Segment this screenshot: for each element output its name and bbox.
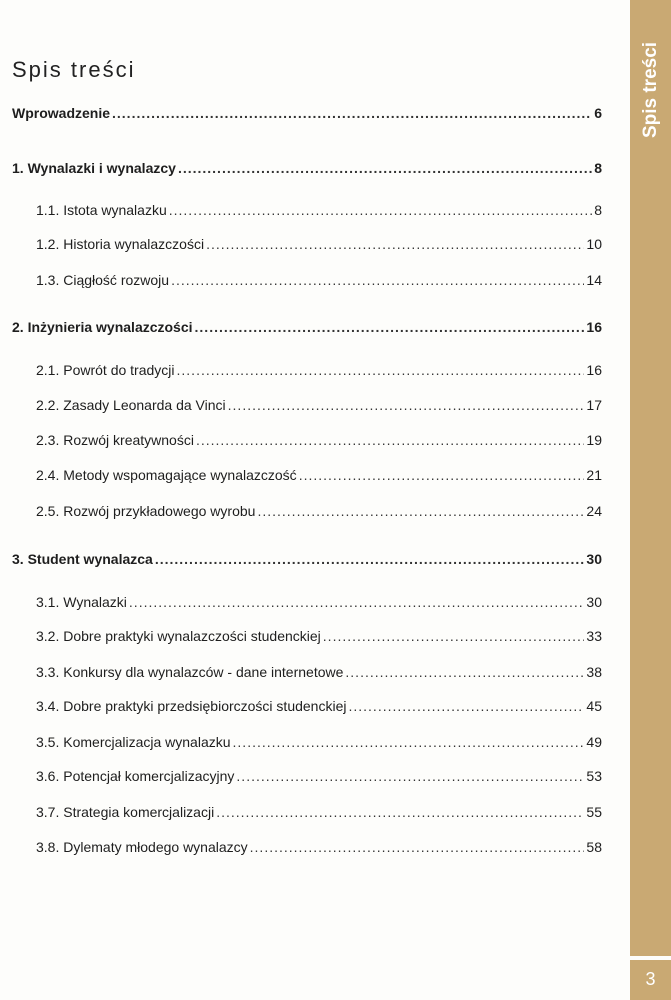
toc-section (36, 804, 602, 822)
dot-leader (257, 503, 584, 519)
entry-label: 2.4. Metody wspomagające wynalazczość (36, 467, 297, 483)
entry-page: 45 (586, 698, 602, 714)
dot-leader (206, 236, 584, 252)
entry-label: 1.2. Historia wynalazczości (36, 236, 205, 252)
toc-chapter (12, 160, 602, 178)
entry-page: 16 (586, 362, 602, 378)
entry-label: 3. Student wynalazca (12, 551, 153, 567)
entry-page: 24 (586, 503, 602, 519)
side-tab (630, 0, 671, 200)
entry-label: 3.3. Konkursy dla wynalazców - dane internetowe (36, 664, 344, 680)
dot-leader (299, 467, 585, 483)
entry-page: 30 (586, 551, 602, 567)
dot-leader (323, 628, 585, 644)
toc-section (36, 362, 602, 380)
toc-section (36, 594, 602, 612)
entry-label: 3.5. Komercjalizacja wynalazku (36, 734, 231, 750)
entry-label: 1. Wynalazki i wynalazcy (12, 160, 176, 176)
dot-leader (345, 664, 584, 680)
entry-label: 2.5. Rozwój przykładowego wyrobu (36, 503, 256, 519)
toc-section (36, 628, 602, 646)
entry-page: 33 (586, 628, 602, 644)
dot-leader (196, 432, 584, 448)
entry-label: 2.1. Powrót do tradycji (36, 362, 175, 378)
entry-label: Wprowadzenie (12, 105, 111, 121)
entry-page: 38 (586, 664, 602, 680)
entry-page: 8 (594, 160, 602, 176)
dot-leader (129, 594, 585, 610)
dot-leader (250, 839, 585, 855)
toc-section (36, 397, 602, 415)
dot-leader (228, 397, 585, 413)
toc-section (36, 664, 602, 682)
toc-section (36, 768, 602, 786)
toc-section (36, 467, 602, 485)
entry-label: 3.7. Strategia komercjalizacji (36, 804, 215, 820)
dot-leader (178, 160, 592, 176)
dot-leader (233, 734, 585, 750)
dot-leader (348, 698, 584, 714)
toc-section (36, 272, 602, 290)
dot-leader (171, 272, 584, 288)
entry-label: 2.2. Zasady Leonarda da Vinci (36, 397, 226, 413)
entry-page: 17 (586, 397, 602, 413)
entry-label: 2.3. Rozwój kreatywności (36, 432, 194, 448)
toc-section (36, 734, 602, 752)
entry-label: 3.1. Wynalazki (36, 594, 127, 610)
dot-leader (177, 362, 585, 378)
toc-chapter (12, 551, 602, 569)
toc-section (36, 236, 602, 254)
entry-label: 2. Inżynieria wynalazczości (12, 319, 193, 335)
entry-page: 58 (586, 839, 602, 855)
toc-section (36, 202, 602, 220)
side-tab-label: Spis treści (639, 41, 661, 139)
dot-leader (216, 804, 584, 820)
entry-page: 30 (586, 594, 602, 610)
entry-label: 3.8. Dylematy młodego wynalazcy (36, 839, 248, 855)
toc-section (36, 698, 602, 716)
entry-label: 1.3. Ciągłość rozwoju (36, 272, 170, 288)
entry-label: 3.4. Dobre praktyki przedsiębiorczości studenckiej (36, 698, 347, 714)
entry-page: 10 (586, 236, 602, 252)
entry-page: 8 (594, 202, 602, 218)
toc-chapter (12, 319, 602, 337)
dot-leader (112, 105, 592, 121)
page-number: 3 (630, 960, 671, 1000)
toc-section (36, 503, 602, 521)
entry-page: 6 (594, 105, 602, 121)
page-title: Spis treści (12, 56, 136, 82)
entry-page: 21 (586, 467, 602, 483)
entry-label: 1.1. Istota wynalazku (36, 202, 167, 218)
entry-page: 49 (586, 734, 602, 750)
dot-leader (195, 319, 585, 335)
dot-leader (155, 551, 585, 567)
entry-page: 16 (586, 319, 602, 335)
entry-page: 53 (586, 768, 602, 784)
dot-leader (236, 768, 584, 784)
entry-page: 55 (586, 804, 602, 820)
toc-section (36, 839, 602, 857)
toc-section (36, 432, 602, 450)
entry-page: 19 (586, 432, 602, 448)
entry-page: 14 (586, 272, 602, 288)
dot-leader (169, 202, 592, 218)
entry-label: 3.2. Dobre praktyki wynalazczości studenckiej (36, 628, 321, 644)
entry-label: 3.6. Potencjał komercjalizacyjny (36, 768, 235, 784)
toc-chapter (12, 105, 602, 123)
